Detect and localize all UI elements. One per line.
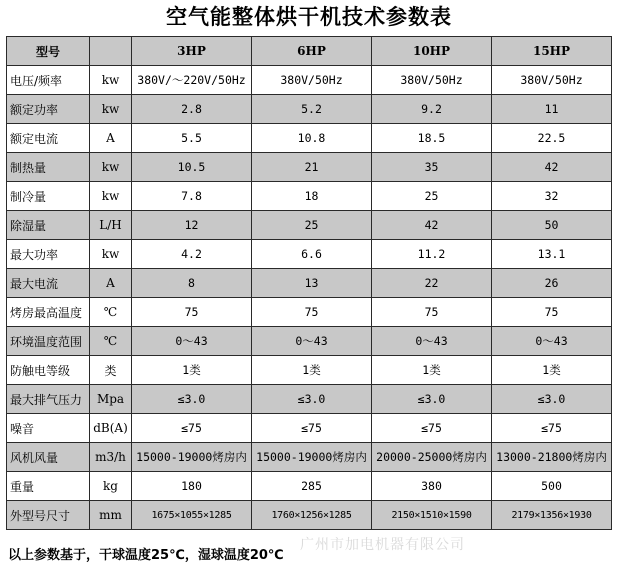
cell-value: 8 — [132, 269, 252, 298]
row-label: 风机风量 — [7, 443, 90, 472]
cell-value: 26 — [492, 269, 612, 298]
row-unit: A — [90, 124, 132, 153]
cell-value: 50 — [492, 211, 612, 240]
row-unit: kw — [90, 153, 132, 182]
row-unit: ℃ — [90, 327, 132, 356]
cell-value: ≤75 — [252, 414, 372, 443]
table-row — [7, 240, 612, 269]
cell-value: 1类 — [252, 356, 372, 385]
cell-value: 25 — [252, 211, 372, 240]
row-unit: kw — [90, 66, 132, 95]
row-label: 最大功率 — [7, 240, 90, 269]
cell-value: 32 — [492, 182, 612, 211]
row-label: 电压/频率 — [7, 66, 90, 95]
cell-value: 10.5 — [132, 153, 252, 182]
table-row — [7, 327, 612, 356]
row-unit: ℃ — [90, 298, 132, 327]
cell-value: 22 — [372, 269, 492, 298]
cell-value: 0～43 — [252, 327, 372, 356]
row-label: 额定电流 — [7, 124, 90, 153]
cell-value: 75 — [132, 298, 252, 327]
cell-value: 18 — [252, 182, 372, 211]
cell-value: ≤3.0 — [372, 385, 492, 414]
cell-value: 2.8 — [132, 95, 252, 124]
cell-value: 180 — [132, 472, 252, 501]
cell-value: 13 — [252, 269, 372, 298]
cell-value: 75 — [372, 298, 492, 327]
cell-value: 35 — [372, 153, 492, 182]
cell-value: 285 — [252, 472, 372, 501]
header-10hp: 10HP — [372, 37, 492, 66]
cell-value: ≤75 — [492, 414, 612, 443]
row-label: 噪音 — [7, 414, 90, 443]
cell-value: 2150×1510×1590 — [372, 501, 492, 530]
cell-value: 20000-25000烤房内 — [372, 443, 492, 472]
table-row — [7, 211, 612, 240]
header-unit — [90, 37, 132, 66]
table-row — [7, 153, 612, 182]
row-label: 环境温度范围 — [7, 327, 90, 356]
row-label: 烤房最高温度 — [7, 298, 90, 327]
cell-value: 6.6 — [252, 240, 372, 269]
cell-value: 75 — [492, 298, 612, 327]
cell-value: ≤3.0 — [252, 385, 372, 414]
cell-value: 4.2 — [132, 240, 252, 269]
cell-value: 380 — [372, 472, 492, 501]
row-unit: L/H — [90, 211, 132, 240]
table-row — [7, 298, 612, 327]
table-row — [7, 501, 612, 530]
cell-value: 1675×1055×1285 — [132, 501, 252, 530]
cell-value: 1类 — [372, 356, 492, 385]
cell-value: 2179×1356×1930 — [492, 501, 612, 530]
cell-value: 1类 — [132, 356, 252, 385]
cell-value: 11 — [492, 95, 612, 124]
cell-value: 42 — [492, 153, 612, 182]
footnote: 以上参数基于，干球温度25℃，湿球温度20℃ — [8, 548, 284, 563]
cell-value: 380V/50Hz — [372, 66, 492, 95]
table-row — [7, 95, 612, 124]
row-unit: 类 — [90, 356, 132, 385]
page-title: 空气能整体烘干机技术参数表 — [166, 4, 452, 29]
cell-value: 500 — [492, 472, 612, 501]
cell-value: 1760×1256×1285 — [252, 501, 372, 530]
cell-value: 380V/50Hz — [252, 66, 372, 95]
cell-value: 10.8 — [252, 124, 372, 153]
header-6hp: 6HP — [252, 37, 372, 66]
cell-value: 11.2 — [372, 240, 492, 269]
cell-value: 42 — [372, 211, 492, 240]
cell-value: 25 — [372, 182, 492, 211]
header-3hp: 3HP — [132, 37, 252, 66]
row-label: 最大电流 — [7, 269, 90, 298]
row-unit: kw — [90, 240, 132, 269]
row-unit: m3/h — [90, 443, 132, 472]
row-unit: Mpa — [90, 385, 132, 414]
cell-value: 21 — [252, 153, 372, 182]
cell-value: ≤3.0 — [492, 385, 612, 414]
cell-value: ≤3.0 — [132, 385, 252, 414]
cell-value: 18.5 — [372, 124, 492, 153]
table-row — [7, 385, 612, 414]
row-label: 最大排气压力 — [7, 385, 90, 414]
cell-value: 7.8 — [132, 182, 252, 211]
row-label: 制冷量 — [7, 182, 90, 211]
cell-value: 380V/～220V/50Hz — [132, 66, 252, 95]
table-header-row — [7, 37, 612, 66]
row-unit: kw — [90, 182, 132, 211]
table-row — [7, 414, 612, 443]
table-row — [7, 472, 612, 501]
cell-value: 15000-19000烤房内 — [132, 443, 252, 472]
cell-value: 9.2 — [372, 95, 492, 124]
table-row — [7, 182, 612, 211]
cell-value: 15000-19000烤房内 — [252, 443, 372, 472]
cell-value: 5.5 — [132, 124, 252, 153]
cell-value: ≤75 — [132, 414, 252, 443]
table-row — [7, 443, 612, 472]
header-model: 型号 — [7, 37, 90, 66]
cell-value: 13000-21800烤房内 — [492, 443, 612, 472]
row-unit: kw — [90, 95, 132, 124]
row-label: 制热量 — [7, 153, 90, 182]
row-unit: A — [90, 269, 132, 298]
table-row — [7, 66, 612, 95]
table-row — [7, 356, 612, 385]
table-body — [7, 66, 612, 530]
row-label: 除湿量 — [7, 211, 90, 240]
cell-value: 5.2 — [252, 95, 372, 124]
cell-value: 22.5 — [492, 124, 612, 153]
watermark: 广州市加电机器有限公司 — [300, 537, 465, 553]
cell-value: 0～43 — [372, 327, 492, 356]
header-15hp: 15HP — [492, 37, 612, 66]
cell-value: 0～43 — [132, 327, 252, 356]
cell-value: ≤75 — [372, 414, 492, 443]
row-label: 重量 — [7, 472, 90, 501]
cell-value: 1类 — [492, 356, 612, 385]
row-label: 额定功率 — [7, 95, 90, 124]
cell-value: 75 — [252, 298, 372, 327]
cell-value: 12 — [132, 211, 252, 240]
spec-table — [6, 36, 612, 530]
cell-value: 13.1 — [492, 240, 612, 269]
row-unit: dB(A) — [90, 414, 132, 443]
row-unit: mm — [90, 501, 132, 530]
row-label: 防触电等级 — [7, 356, 90, 385]
cell-value: 380V/50Hz — [492, 66, 612, 95]
cell-value: 0～43 — [492, 327, 612, 356]
table-row — [7, 269, 612, 298]
table-row — [7, 124, 612, 153]
row-label: 外型号尺寸 — [7, 501, 90, 530]
row-unit: kg — [90, 472, 132, 501]
